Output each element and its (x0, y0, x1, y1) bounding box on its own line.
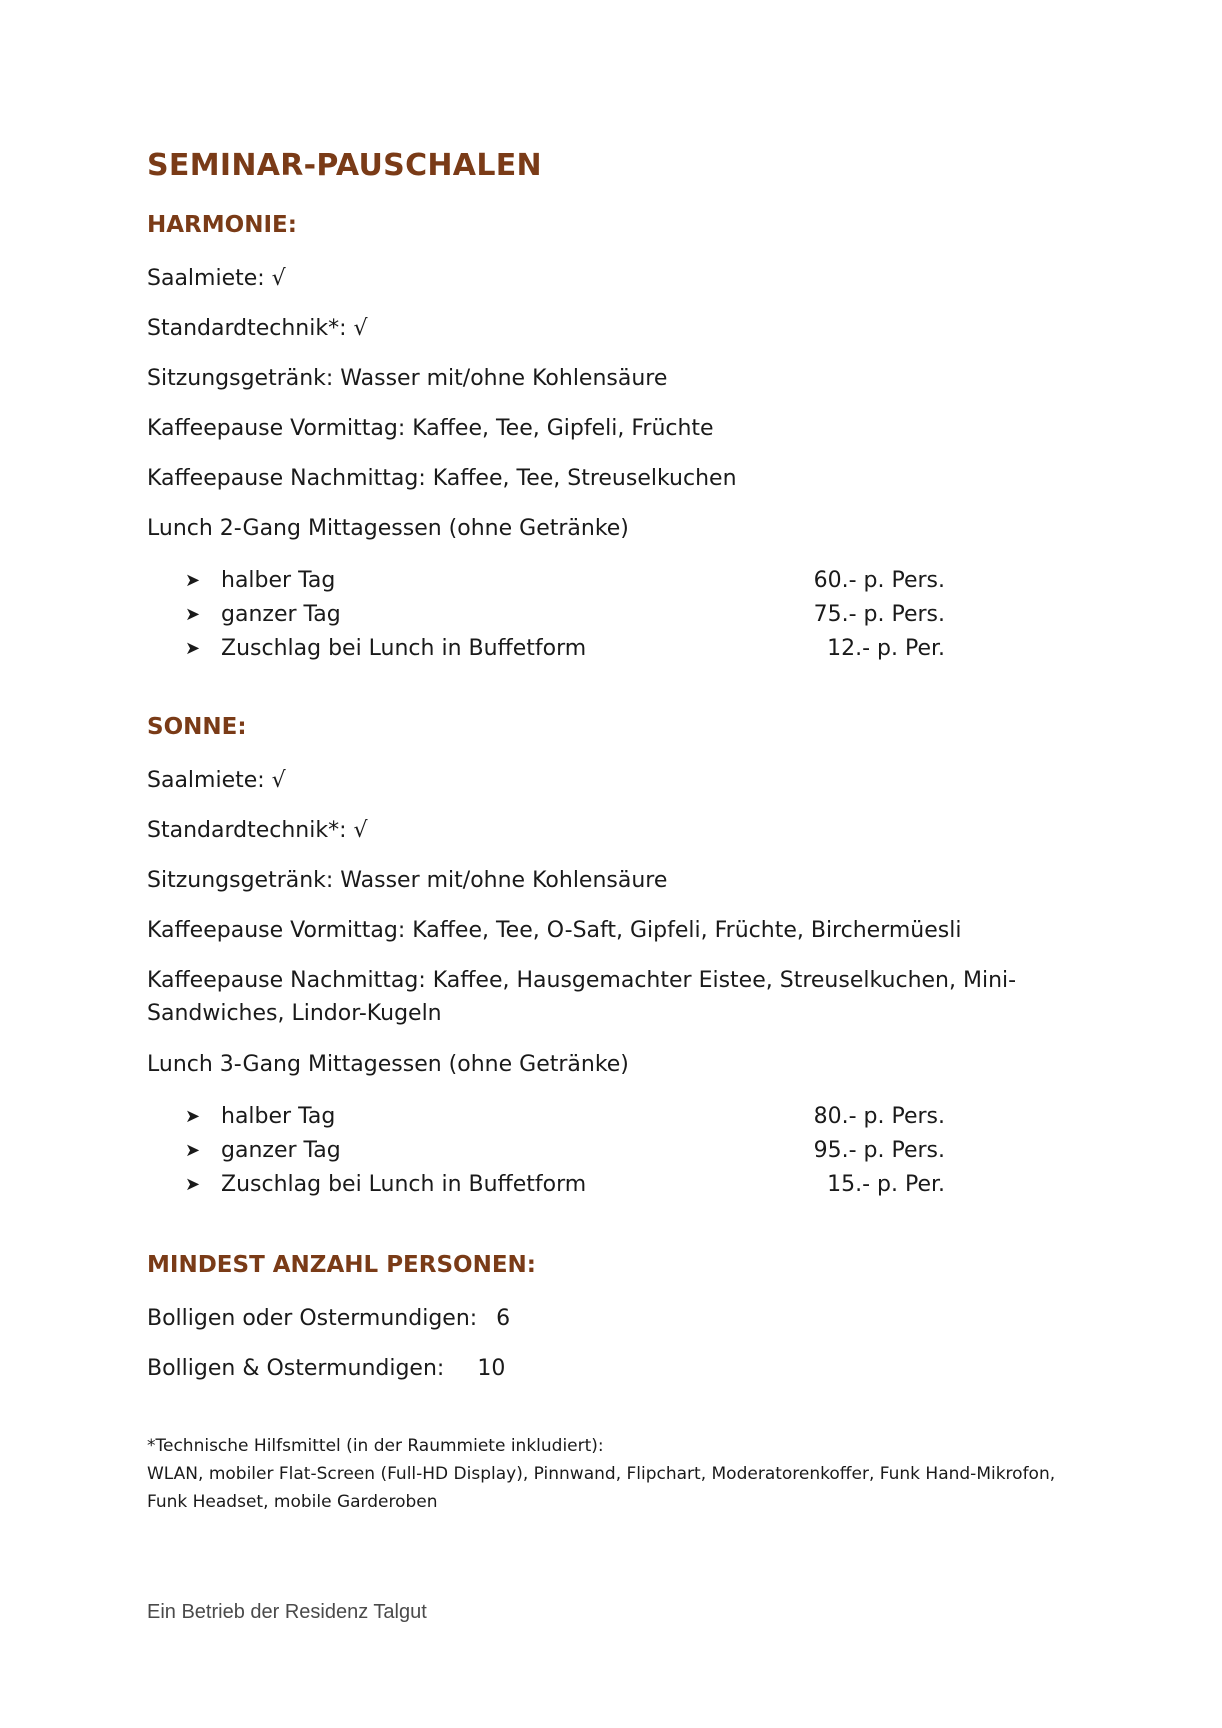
arrowhead-icon: ➤ (185, 638, 201, 659)
minimum-row (147, 1306, 510, 1331)
price-label: ganzer Tag (221, 602, 341, 627)
price-row (185, 1100, 945, 1134)
harmonie-line: Saalmiete: √ (147, 266, 286, 291)
price-row (185, 564, 945, 598)
sonne-line: Standardtechnik*: √ (147, 818, 368, 843)
sonne-line: Kaffeepause Nachmittag: Kaffee, Hausgemachter Eistee, Streuselkuchen, Mini-Sandwiches, Lindor-Kugeln (147, 968, 1017, 1026)
page-footer: Ein Betrieb der Residenz Talgut (147, 1601, 427, 1623)
arrowhead-icon: ➤ (185, 1174, 201, 1195)
harmonie-line: Kaffeepause Nachmittag: Kaffee, Tee, Streuselkuchen (147, 466, 737, 491)
sonne-line: Kaffeepause Vormittag: Kaffee, Tee, O-Saft, Gipfeli, Früchte, Birchermüesli (147, 918, 962, 943)
minimum-row (147, 1356, 505, 1381)
price-row (185, 1134, 945, 1168)
harmonie-line: Sitzungsgetränk: Wasser mit/ohne Kohlensäure (147, 366, 668, 391)
sonne-line: Saalmiete: √ (147, 768, 286, 793)
sonne-line: Lunch 3-Gang Mittagessen (ohne Getränke) (147, 1052, 629, 1077)
arrowhead-icon: ➤ (185, 604, 201, 625)
minimum-label: Bolligen & Ostermundigen: (147, 1356, 445, 1381)
price-label: halber Tag (221, 568, 336, 593)
price-row (185, 598, 945, 632)
technical-footnote (147, 1432, 1077, 1516)
price-value: 60.- p. Pers. (813, 568, 945, 593)
sonne-line: Sitzungsgetränk: Wasser mit/ohne Kohlensäure (147, 868, 668, 893)
price-value: 95.- p. Pers. (813, 1138, 945, 1163)
harmonie-line: Kaffeepause Vormittag: Kaffee, Tee, Gipfeli, Früchte (147, 416, 714, 441)
minimum-heading: MINDEST ANZAHL PERSONEN: (147, 1252, 537, 1278)
minimum-label: Bolligen oder Ostermundigen: (147, 1306, 478, 1331)
minimum-value: 6 (496, 1306, 511, 1331)
price-value: 80.- p. Pers. (813, 1104, 945, 1129)
minimum-value: 10 (477, 1356, 506, 1381)
price-label: Zuschlag bei Lunch in Buffetform (221, 1172, 587, 1197)
price-row (185, 632, 945, 666)
harmonie-line: Standardtechnik*: √ (147, 316, 368, 341)
footnote-text: WLAN, mobiler Flat-Screen (Full-HD Display), Pinnwand, Flipchart, Moderatorenkoffer, Funk Hand-Mikrofon, Funk Headset, mobile Garderoben (147, 1464, 1056, 1512)
harmonie-line: Lunch 2-Gang Mittagessen (ohne Getränke) (147, 516, 629, 541)
price-value: 15.- p. Per. (827, 1172, 945, 1197)
arrowhead-icon: ➤ (185, 570, 201, 591)
price-value: 75.- p. Pers. (813, 602, 945, 627)
sonne-price-list (185, 1100, 945, 1202)
price-value: 12.- p. Per. (827, 636, 945, 661)
price-label: ganzer Tag (221, 1138, 341, 1163)
footnote-heading: *Technische Hilfsmittel (in der Raummiete inkludiert): (147, 1436, 604, 1456)
page-title: SEMINAR-PAUSCHALEN (147, 148, 542, 183)
arrowhead-icon: ➤ (185, 1140, 201, 1161)
package-heading-sonne: SONNE: (147, 714, 247, 740)
arrowhead-icon: ➤ (185, 1106, 201, 1127)
harmonie-price-list (185, 564, 945, 666)
package-heading-harmonie: HARMONIE: (147, 212, 297, 238)
price-label: Zuschlag bei Lunch in Buffetform (221, 636, 587, 661)
price-row (185, 1168, 945, 1202)
price-label: halber Tag (221, 1104, 336, 1129)
